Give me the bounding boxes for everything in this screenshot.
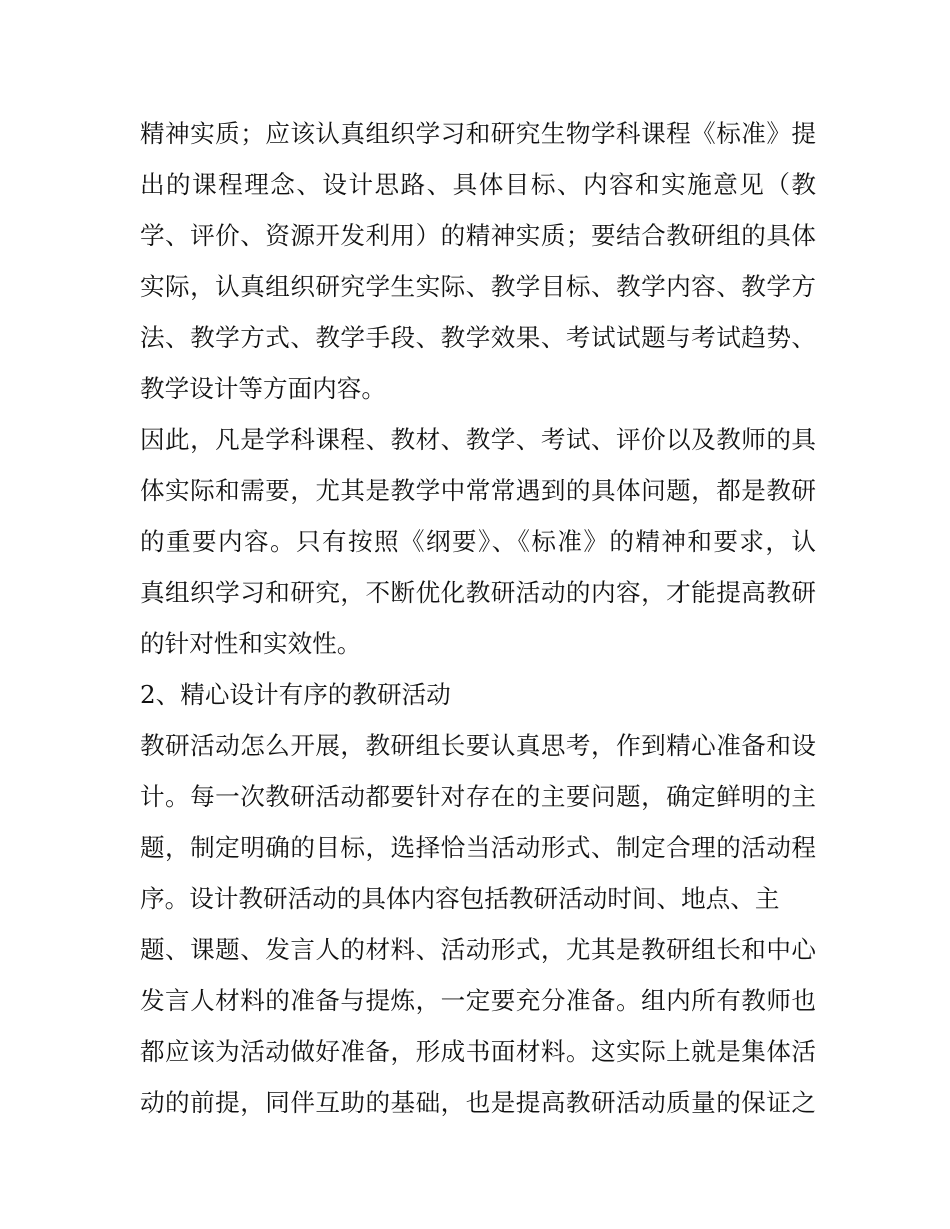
text-line: 动的前提，同伴互助的基础，也是提高教研活动质量的保证之 — [140, 1088, 816, 1117]
text-line: 体实际和需要，尤其是教学中常常遇到的具体问题，都是教研 — [140, 476, 816, 505]
text-line: 的针对性和实效性。 — [140, 629, 362, 658]
text-line: 出的课程理念、设计思路、具体目标、内容和实施意见（教 — [140, 170, 816, 199]
body-text — [140, 108, 816, 1128]
text-line: 题、课题、发言人的材料、活动形式，尤其是教研组长和中心 — [140, 935, 816, 964]
text-line: 学、评价、资源开发利用）的精神实质；要结合教研组的具体 — [140, 221, 816, 250]
text-line: 序。设计教研活动的具体内容包括教研活动时间、地点、主 — [140, 884, 780, 913]
section-heading: 2、精心设计有序的教研活动 — [140, 680, 451, 709]
text-line: 真组织学习和研究，不断优化教研活动的内容，才能提高教研 — [140, 578, 816, 607]
text-line: 都应该为活动做好准备，形成书面材料。这实际上就是集体活 — [140, 1037, 816, 1066]
text-line: 发言人材料的准备与提炼，一定要充分准备。组内所有教师也 — [140, 986, 816, 1015]
text-line: 法、教学方式、教学手段、教学效果、考试试题与考试趋势、 — [140, 323, 816, 352]
text-line: 题，制定明确的目标，选择恰当活动形式、制定合理的活动程 — [140, 833, 816, 862]
text-line: 实际，认真组织研究学生实际、教学目标、教学内容、教学方 — [140, 272, 816, 301]
text-line: 精神实质；应该认真组织学习和研究生物学科课程《标准》提 — [140, 119, 816, 148]
text-line: 教研活动怎么开展，教研组长要认真思考，作到精心准备和设 — [140, 731, 816, 760]
text-line: 计。每一次教研活动都要针对存在的主要问题，确定鲜明的主 — [140, 782, 816, 811]
text-line: 的重要内容。只有按照《纲要》、《标准》的精神和要求，认 — [140, 527, 816, 556]
text-line: 教学设计等方面内容。 — [140, 374, 386, 403]
text-line: 因此，凡是学科课程、教材、教学、考试、评价以及教师的具 — [140, 425, 816, 454]
